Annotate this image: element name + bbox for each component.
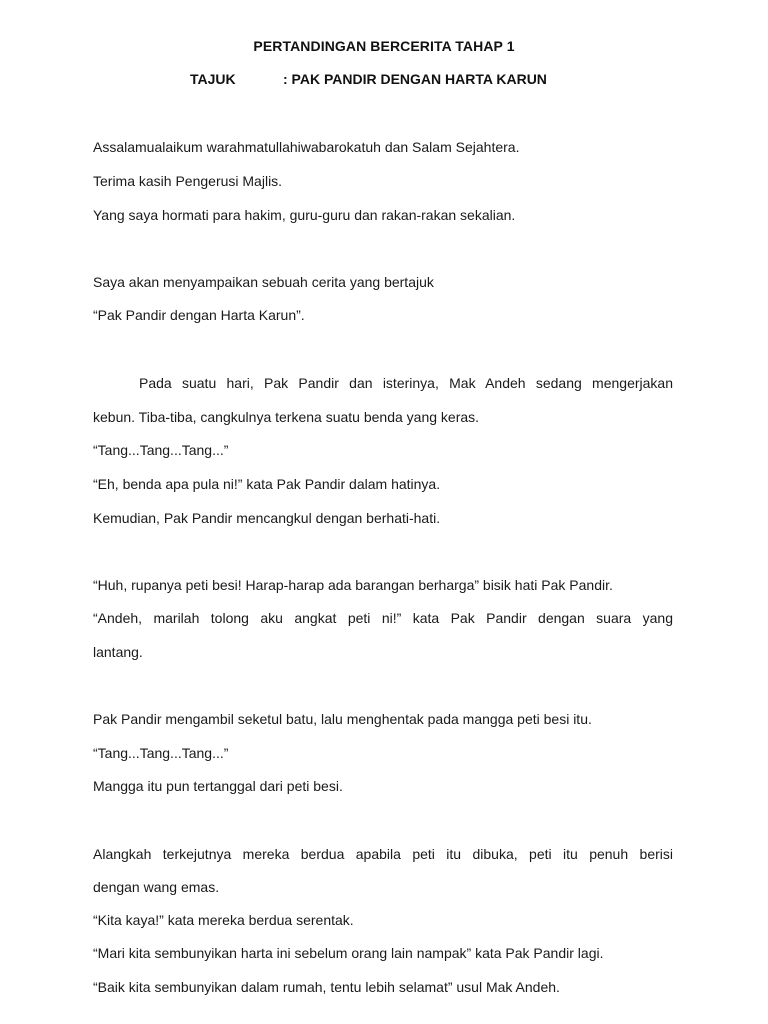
paragraph-line: Alangkah terkejutnya mereka berdua apabila peti itu dibuka, peti itu penuh berisi [93,846,673,862]
story-title-value: : PAK PANDIR DENGAN HARTA KARUN [283,71,547,87]
dialogue-line: “Andeh, marilah tolong aku angkat peti ni!” kata Pak Pandir dengan suara yang [93,610,673,626]
dialogue-line: “Huh, rupanya peti besi! Harap-harap ada barangan berharga” bisik hati Pak Pandir. [93,577,613,593]
dialogue-line: “Baik kita sembunyikan dalam rumah, tentu lebih selamat” usul Mak Andeh. [93,979,560,995]
dialogue-line: lantang. [93,644,143,660]
intro-line: Saya akan menyampaikan sebuah cerita yang bertajuk [93,274,434,290]
paragraph-line: Mangga itu pun tertanggal dari peti besi. [93,778,343,794]
paragraph-line: Pak Pandir mengambil seketul batu, lalu menghentak pada mangga peti besi itu. [93,711,592,727]
story-name-line: “Pak Pandir dengan Harta Karun”. [93,307,305,323]
thanks-line: Terima kasih Pengerusi Majlis. [93,173,283,189]
greeting-line: Assalamualaikum warahmatullahiwabarokatuh dan Salam Sejahtera. [93,139,520,155]
paragraph-line: dengan wang emas. [93,879,220,895]
document-heading: PERTANDINGAN BERCERITA TAHAP 1 [253,38,515,54]
dialogue-line: “Tang...Tang...Tang...” [93,745,229,761]
dialogue-line: “Eh, benda apa pula ni!” kata Pak Pandir dalam hatinya. [93,476,441,492]
dialogue-line: “Kita kaya!” kata mereka berdua serentak. [93,912,354,928]
respect-line: Yang saya hormati para hakim, guru-guru dan rakan-rakan sekalian. [93,207,516,223]
story-title-row [190,71,547,87]
story-title-label: TAJUK [190,71,236,87]
paragraph-line: Pada suatu hari, Pak Pandir dan isterinya, Mak Andeh sedang mengerjakan [139,375,673,391]
dialogue-line: “Tang...Tang...Tang...” [93,442,229,458]
dialogue-line: “Mari kita sembunyikan harta ini sebelum orang lain nampak” kata Pak Pandir lagi. [93,945,604,961]
paragraph-line: kebun. Tiba-tiba, cangkulnya terkena suatu benda yang keras. [93,409,480,425]
paragraph-line: Kemudian, Pak Pandir mencangkul dengan berhati-hati. [93,510,441,526]
